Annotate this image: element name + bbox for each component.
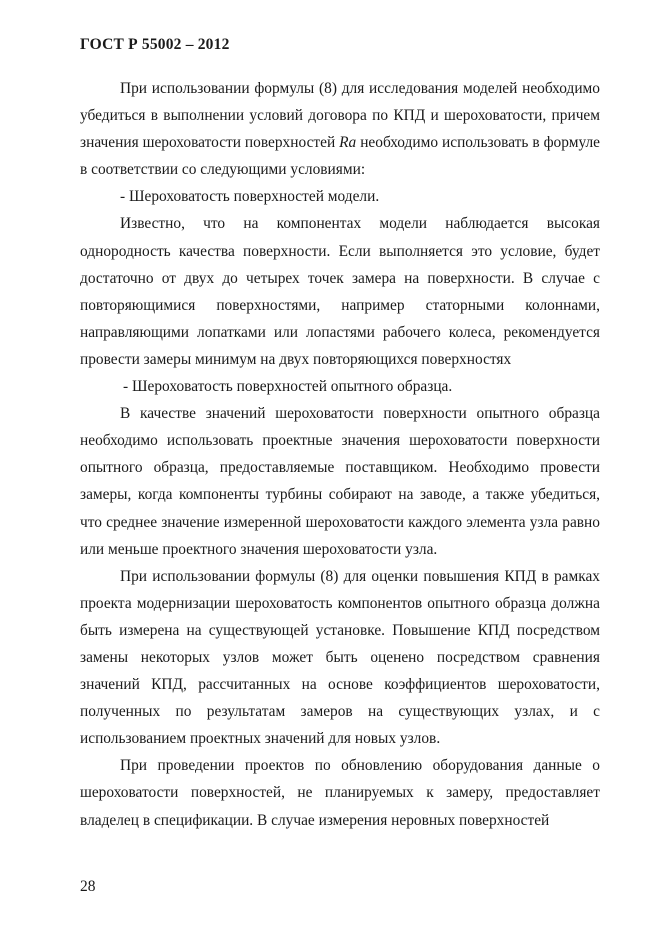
page-number: 28 [80,878,96,895]
document-body [80,75,600,834]
paragraph-formula-usage [80,75,600,183]
list-item-prototype-roughness: - Шероховатость поверхностей опытного образца. [123,378,453,396]
paragraph-text: необходимо использовать в формуле в соответствии со следующими условиями: [80,134,600,179]
list-item-model-roughness: - Шероховатость поверхностей модели. [120,188,380,206]
paragraph-model-components: Известно, что на компонентах модели наблюдается высокая однородность качества поверхности. Если выполняется это условие, будет достаточно от двух до четырех точек замера на поверхности. В случае с повторяющимися поверхностями, например статорными колоннами, направляющими лопатками или лопастями рабочего колеса, рекомендуется провести замеры минимум на двух повторяющихся поверхностях [80,215,600,368]
roughness-symbol: Ra [339,134,357,152]
paragraph-equipment-update: При проведении проектов по обновлению оборудования данные о шероховатости поверхностей, не планируемых к замеру, предоставляет владелец в спецификации. В случае измерения неровных поверхностей [80,757,600,829]
paragraph-prototype-values: В качестве значений шероховатости поверхности опытного образца необходимо использовать проектные значения шероховатости поверхности опытного образца, предоставляемые поставщиком. Необходимо провести замеры, когда компоненты турбины собирают на заводе, а также убедиться, что среднее значение измеренной шероховатости каждого элемента узла равно или меньше проектного значения шероховатости узла. [80,405,600,558]
paragraph-text: При использовании формулы (8) для исследования моделей необходимо убедиться в выполнении условий договора по КПД и шероховатости, причем значения шероховатости поверхностей [80,80,600,152]
paragraph-modernization: При использовании формулы (8) для оценки повышения КПД в рамках проекта модернизации шероховатость компонентов опытного образца должна быть измерена на существующей установке. Повышение КПД посредством замены некоторых узлов может быть оценено посредством сравнения значений КПД, рассчитанных на основе коэффициентов шероховатости, полученных по результатам замеров на существующих узлах, и с использованием проектных значений для новых узлов. [80,567,600,748]
document-header: ГОСТ Р 55002 – 2012 [80,36,230,53]
